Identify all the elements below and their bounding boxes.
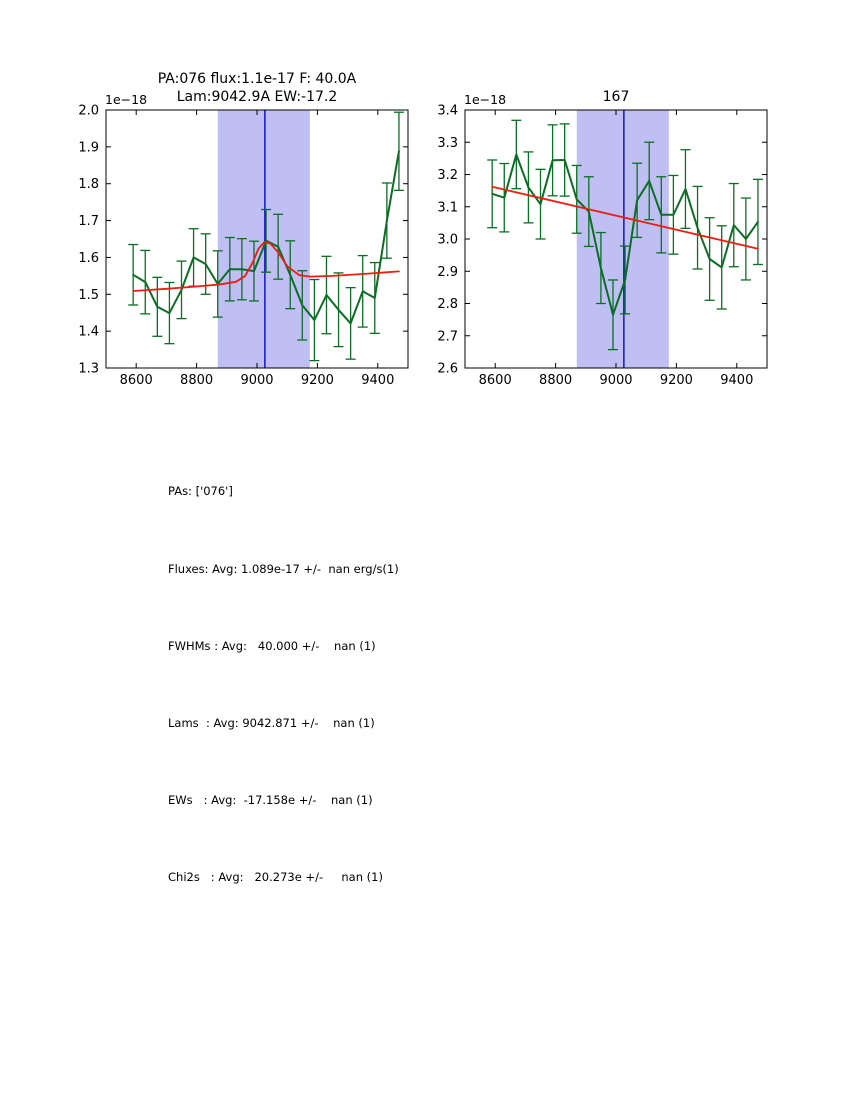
stats-line-lams: Lams : Avg: 9042.871 +/- nan (1) — [168, 715, 375, 730]
left-spectrum-plot-ytick-label: 1.9 — [78, 140, 99, 156]
right-spectrum-plot — [437, 92, 767, 388]
stats-line-ews: EWs : Avg: -17.158e +/- nan (1) — [168, 792, 373, 807]
right-spectrum-plot-xtick-label: 8600 — [478, 373, 512, 388]
stats-line-chi2s: Chi2s : Avg: 20.273e +/- nan (1) — [168, 869, 383, 884]
left-plot-title-line2: Lam:9042.9A EW:-17.2 — [176, 88, 338, 105]
left-spectrum-plot-ytick-label: 1.8 — [78, 177, 99, 193]
stats-line-fluxes: Fluxes: Avg: 1.089e-17 +/- nan erg/s(1) — [168, 561, 399, 576]
right-spectrum-plot-ytick-label: 2.7 — [437, 329, 458, 345]
left-plot-title-line1: PA:076 flux:1.1e-17 F: 40.0A — [157, 71, 357, 87]
right-spectrum-plot-xtick-label: 9000 — [599, 373, 633, 388]
left-spectrum-plot-ytick-label: 1.4 — [78, 324, 99, 340]
stats-line-pas: PAs: ['076'] — [168, 484, 233, 499]
left-spectrum-plot-xtick-label: 8800 — [180, 373, 214, 388]
right-spectrum-plot-ytick-label: 2.9 — [437, 264, 458, 280]
right-plot-title-line1: 167 — [602, 89, 630, 105]
right-spectrum-plot-ytick-label: 3.0 — [437, 232, 458, 248]
left-spectrum-plot-ytick-label: 1.5 — [78, 287, 99, 303]
left-spectrum-plot-offset-label: 1e−18 — [105, 92, 148, 107]
right-spectrum-plot-ytick-label: 3.1 — [437, 200, 458, 216]
right-spectrum-plot-xtick-label: 9200 — [659, 373, 693, 388]
right-spectrum-plot-ytick-label: 3.2 — [437, 168, 458, 183]
right-spectrum-plot-ytick-label: 2.6 — [437, 361, 458, 377]
right-spectrum-plot-xtick-label: 8800 — [539, 373, 573, 388]
right-spectrum-plot-xtick-label: 9400 — [720, 373, 754, 388]
right-spectrum-plot-ytick-label: 3.4 — [437, 103, 458, 119]
left-spectrum-plot-ytick-label: 1.7 — [78, 214, 99, 230]
stats-line-fwhms: FWHMs : Avg: 40.000 +/- nan (1) — [168, 638, 376, 653]
right-spectrum-plot-ytick-label: 2.8 — [437, 297, 458, 312]
left-spectrum-plot — [78, 92, 408, 388]
left-spectrum-plot-band — [218, 110, 310, 368]
left-spectrum-plot-xtick-label: 9400 — [361, 373, 395, 388]
stats-block — [168, 428, 399, 942]
right-spectrum-plot-ytick-label: 3.3 — [437, 135, 458, 151]
left-spectrum-plot-ytick-label: 1.3 — [78, 361, 99, 377]
right-spectrum-plot-band — [577, 110, 669, 368]
left-spectrum-plot-xtick-label: 9000 — [240, 373, 274, 388]
left-spectrum-plot-ytick-label: 1.6 — [78, 250, 99, 266]
left-spectrum-plot-ytick-label: 2.0 — [78, 103, 99, 119]
left-spectrum-plot-xtick-label: 8600 — [119, 373, 153, 388]
right-spectrum-plot-offset-label: 1e−18 — [464, 92, 507, 107]
left-spectrum-plot-xtick-label: 9200 — [300, 373, 334, 388]
